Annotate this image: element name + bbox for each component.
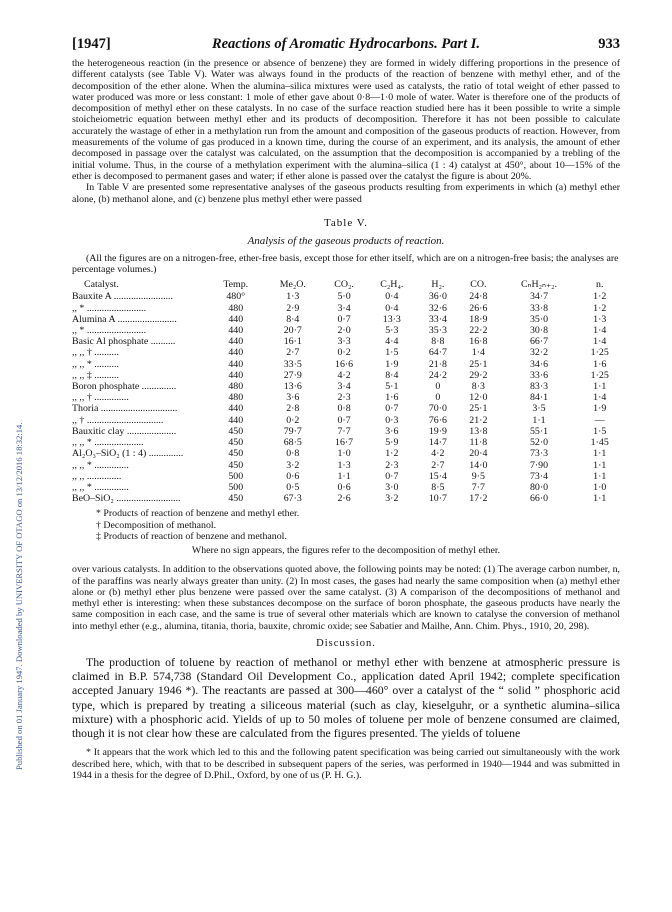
value-cell: 30·8 — [529, 325, 549, 337]
value-cell: 0·4 — [385, 302, 399, 314]
value-cell: 1·5 — [385, 347, 399, 359]
catalyst-cell: ,, ,, * .............. — [72, 481, 129, 493]
catalyst-cell: ,, ,, † .......... — [72, 347, 119, 359]
value-cell: 1·1 — [593, 381, 607, 393]
value-cell: 16·6 — [335, 358, 354, 370]
value-cell: 1·6 — [593, 358, 607, 370]
value-cell: 440 — [228, 325, 244, 337]
value-cell: 1·2 — [593, 291, 607, 303]
value-cell: 2·3 — [385, 459, 399, 471]
value-cell: 17·2 — [469, 493, 488, 505]
value-cell: 33·4 — [428, 313, 447, 325]
value-cell: 32·2 — [529, 347, 549, 359]
col-n: n. — [596, 278, 604, 290]
value-cell: 5·0 — [337, 291, 351, 303]
value-cell: 1·9 — [385, 358, 399, 370]
footnote-dagger: † Decomposition of methanol. — [96, 519, 217, 531]
table-row — [72, 347, 620, 358]
running-header — [72, 36, 620, 58]
value-cell: 8·5 — [431, 481, 445, 493]
col-co2: CO₂. — [334, 278, 354, 290]
value-cell: 0·6 — [337, 481, 351, 493]
value-cell: 500 — [228, 470, 244, 482]
value-cell: 4·2 — [431, 448, 445, 460]
catalyst-cell: Bauxitic clay .................... — [72, 425, 177, 437]
value-cell: 3·0 — [385, 481, 399, 493]
value-cell: 80·0 — [529, 481, 549, 493]
page-footnote: * It appears that the work which led to this and the following patent specification was being carried out simultaneously with the work described here, which, with that to be described in subsequent papers of the series, was performed in 1940—1944 and was submitted in 1944 in a thesis for the degree of D.Phil., Oxford, by one of us (P. H. G.). — [72, 747, 620, 781]
value-cell: 440 — [228, 403, 244, 415]
value-cell: 440 — [228, 336, 244, 348]
value-cell: 0·8 — [286, 448, 300, 460]
table-row — [72, 392, 620, 403]
value-cell: 16·8 — [469, 336, 488, 348]
catalyst-cell: ,, ,, ‡ .......... — [72, 369, 119, 381]
value-cell: 1·6 — [385, 392, 399, 404]
page-number: 933 — [598, 36, 620, 52]
value-cell: 22·2 — [469, 325, 488, 337]
value-cell: 450 — [228, 437, 244, 449]
value-cell: 79·7 — [283, 425, 302, 437]
value-cell: 36·0 — [428, 291, 447, 303]
download-watermark — [2, 130, 24, 770]
value-cell: 8·8 — [431, 336, 445, 348]
value-cell: 3·5 — [532, 403, 546, 415]
value-cell: 440 — [228, 414, 244, 426]
value-cell: 1·2 — [593, 302, 607, 314]
value-cell: 0·6 — [286, 470, 300, 482]
value-cell: 1·45 — [590, 437, 609, 449]
value-cell: 2·9 — [286, 302, 300, 314]
table-row — [72, 482, 620, 493]
table-row — [72, 359, 620, 370]
footnote-star: * Products of reaction of benzene and methyl ether. — [96, 508, 300, 520]
value-cell: 450 — [228, 493, 244, 505]
value-cell: 450 — [228, 448, 244, 460]
discussion-heading: Discussion. — [316, 637, 376, 649]
value-cell: 67·3 — [283, 493, 302, 505]
value-cell: 4·2 — [337, 369, 351, 381]
value-cell: 1·4 — [471, 347, 485, 359]
value-cell: 0·8 — [337, 403, 351, 415]
value-cell: 0·7 — [337, 313, 351, 325]
value-cell: 500 — [228, 481, 244, 493]
journal-page — [72, 36, 620, 781]
value-cell: 5·1 — [385, 381, 399, 393]
header-year: [1947] — [72, 36, 111, 52]
value-cell: 0·2 — [337, 347, 351, 359]
table-row — [72, 336, 620, 347]
catalyst-cell: Boron phosphate .............. — [72, 381, 177, 393]
value-cell: 4·4 — [385, 336, 399, 348]
value-cell: 1·1 — [532, 414, 546, 426]
value-cell: 1·3 — [337, 459, 351, 471]
value-cell: 0·7 — [385, 403, 399, 415]
value-cell: 8·3 — [471, 381, 485, 393]
col-temp: Temp. — [223, 278, 249, 290]
value-cell: 9·5 — [471, 470, 485, 482]
catalyst-cell: Al₂O₃–SiO₂ (1 : 4) .............. — [72, 448, 184, 460]
value-cell: 0·5 — [286, 481, 300, 493]
after-table-paragraph: over various catalysts. In addition to the observations quoted above, the following points may be noted: (1) The average carbon number, n, of the paraffins was nearly always greater than unity. (2) In most cases, the gases had nearly the same composition when (a) methyl ether alone or (b) methyl ether plus benzene were passed over the same catalyst. (3) A comparison of the decompositions of methanol and methyl ether is interesting: when these substances decompose on the surface of boron phosphate, the gaseous products have nearly the same composition in each case, and the same is true of several other materials which are known to catalyse the conversion of methanol into methyl ether (e.g., alumina, titania, thoria, bauxite, chromic oxide; see Sabatier and Mailhe, Ann. Chim. Phys., 1910, 20, 298). — [72, 564, 620, 632]
value-cell: 34·7 — [529, 291, 549, 303]
catalyst-cell: ,, ,, * .......... — [72, 358, 119, 370]
value-cell: 55·1 — [529, 425, 549, 437]
value-cell: 1·9 — [593, 403, 607, 415]
table-row — [72, 448, 620, 459]
value-cell: 15·4 — [428, 470, 447, 482]
value-cell: 480 — [228, 302, 244, 314]
col-h2: H₂. — [431, 278, 445, 290]
value-cell: 480° — [226, 291, 246, 303]
value-cell: 24·8 — [469, 291, 488, 303]
table-footnotes — [72, 508, 620, 542]
value-cell: 33·6 — [529, 369, 549, 381]
col-co: CO. — [470, 278, 487, 290]
table-row — [72, 325, 620, 336]
value-cell: 18·9 — [469, 313, 488, 325]
catalyst-cell: Bauxite A ........................ — [72, 291, 173, 303]
value-cell: 19·9 — [428, 425, 447, 437]
catalyst-cell: ,, ,, * .................... — [72, 437, 144, 449]
value-cell: 3·6 — [286, 392, 300, 404]
value-cell: 1·3 — [593, 313, 607, 325]
value-cell: 440 — [228, 369, 244, 381]
value-cell: 14·0 — [469, 459, 488, 471]
value-cell: 32·6 — [428, 302, 447, 314]
value-cell: 35·3 — [428, 325, 447, 337]
table-row — [72, 471, 620, 482]
value-cell: 1·0 — [593, 481, 607, 493]
value-cell: 1·1 — [593, 459, 607, 471]
value-cell: 5·3 — [385, 325, 399, 337]
value-cell: 0 — [435, 381, 441, 393]
catalyst-cell: Alumina A ........................ — [72, 313, 177, 325]
value-cell: 1·1 — [337, 470, 351, 482]
value-cell: 26·6 — [469, 302, 488, 314]
footnote-double-dagger: ‡ Products of reaction of benzene and methanol. — [96, 530, 287, 542]
value-cell: 2·6 — [337, 493, 351, 505]
where-note: Where no sign appears, the figures refer to the decomposition of methyl ether. — [191, 545, 501, 557]
value-cell: 0·7 — [385, 470, 399, 482]
value-cell: 5·9 — [385, 437, 399, 449]
value-cell: 0·2 — [286, 414, 300, 426]
value-cell: 21·2 — [469, 414, 488, 426]
table-label: Table V. — [323, 216, 369, 229]
value-cell: 70·0 — [428, 403, 447, 415]
catalyst-cell: ,, ,, * .............. — [72, 459, 129, 471]
value-cell: 1·4 — [593, 336, 607, 348]
catalyst-cell: BeO–SiO₂ .......................... — [72, 493, 181, 505]
catalyst-cell: Basic Al phosphate .......... — [72, 336, 176, 348]
value-cell: 25·1 — [469, 403, 488, 415]
header-title: Reactions of Aromatic Hydrocarbons. Part I. — [211, 36, 481, 52]
value-cell: 16·7 — [335, 437, 354, 449]
col-c2h4: C₂H₄. — [380, 278, 404, 290]
value-cell: 52·0 — [529, 437, 549, 449]
value-cell: 8·4 — [385, 369, 399, 381]
table-intro-paragraph: In Table V are presented some representative analyses of the gaseous products resulting from experiments in which (a) methyl ether alone, (b) methanol alone, and (c) benzene plus methyl ether were passed — [72, 182, 620, 205]
table-row — [72, 381, 620, 392]
value-cell: 3·3 — [337, 336, 351, 348]
value-cell: 0 — [435, 392, 441, 404]
table-row — [72, 314, 620, 325]
intro-paragraph: the heterogeneous reaction (in the presence or absence of benzene) they are formed in widely differing proportions in the presence of different catalysts (see Table V). Water was always found in the products of the reaction of benzene with methyl ether, and of the decomposition of the ether alone. When the alumina–silica mixtures were used as catalysts, the ratio of total weight of ether passed to water produced was more or less constant: 1 mole of ether gave about 0·8—1·0 mole of water. Water is therefore one of the products of decomposition of methyl ether on these catalysts. In no case of the surface reaction studied here has it been possible to write a simple stoicheiometric equation between methyl ether and its products of decomposition. Therefore it has not been possible to calculate accurately the wastage of ether in a methylation run from the amount and composition of the gaseous products of reaction. However, from measurements of the volume of gas produced in a known time, during the course of an experiment, and its analysis, the amount of ether decomposed in passage over the catalyst was calculated, on the assumption that the decomposition is accompanied by a trebling of the initial volume. Thus, in the course of a methylation experiment with the alumina–silica (1 : 4) catalyst at 450°, about 10—15% of the ether is decomposed to permanent gases and water; if ether alone is passed over the catalyst the figure is about 20%. — [72, 58, 620, 182]
value-cell: 33·5 — [283, 358, 302, 370]
value-cell: 1·1 — [593, 470, 607, 482]
value-cell: 1·25 — [590, 369, 609, 381]
table-row — [72, 415, 620, 426]
value-cell: 3·6 — [385, 425, 399, 437]
value-cell: 1·1 — [593, 493, 607, 505]
value-cell: 1·4 — [593, 325, 607, 337]
value-cell: — — [594, 414, 605, 426]
table-row — [72, 370, 620, 381]
value-cell: 2·0 — [337, 325, 351, 337]
value-cell: 73·3 — [529, 448, 549, 460]
catalyst-cell: ,, * ........................ — [72, 325, 147, 337]
watermark-text: Published on 01 January 1947. Downloaded by UNIVERSITY OF OTAGO on 13/12/2016 18:32:14. — [14, 422, 24, 770]
value-cell: 2·7 — [286, 347, 300, 359]
analysis-table — [72, 277, 620, 504]
value-cell: 3·2 — [385, 493, 399, 505]
table-row — [72, 437, 620, 448]
value-cell: 0·7 — [337, 414, 351, 426]
table-row — [72, 403, 620, 414]
value-cell: 480 — [228, 392, 244, 404]
value-cell: 35·0 — [529, 313, 549, 325]
value-cell: 68·5 — [283, 437, 302, 449]
discussion-paragraph: The production of toluene by reaction of methanol or methyl ether with benzene at atmospheric pressure is claimed in B.P. 574,738 (Standard Oil Development Co., application dated April 1942; complete specification accepted January 1946 *). The reactants are passed at 300—460° over a catalyst of the “ solid ” phosphoric acid type, which is prepared by treating a siliceous material (such as clay, kieselguhr, or a synthetic alumina–silica mixture) with a phosphoric acid. Yields of up to 50 moles of toluene per mole of benzene consumed are claimed, though it is not clear how these are calculated from the figures presented. The yields of toluene — [72, 654, 620, 740]
value-cell: 16·1 — [283, 336, 302, 348]
value-cell: 25·1 — [469, 358, 488, 370]
table-row — [72, 303, 620, 314]
value-cell: 11·8 — [469, 437, 488, 449]
value-cell: 440 — [228, 313, 244, 325]
value-cell: 34·6 — [529, 358, 549, 370]
catalyst-cell: Thoria ............................... — [72, 403, 178, 415]
value-cell: 2·8 — [286, 403, 300, 415]
value-cell: 13·3 — [382, 313, 401, 325]
catalyst-cell: ,, ,, .............. — [72, 470, 122, 482]
value-cell: 3·4 — [337, 381, 351, 393]
value-cell: 83·3 — [529, 381, 549, 393]
value-cell: 84·1 — [529, 392, 549, 404]
value-cell: 27·9 — [283, 369, 302, 381]
value-cell: 13·8 — [469, 425, 488, 437]
value-cell: 2·7 — [431, 459, 445, 471]
value-cell: 480 — [228, 381, 244, 393]
value-cell: 2·3 — [337, 392, 351, 404]
value-cell: 73·4 — [529, 470, 549, 482]
value-cell: 10·7 — [428, 493, 447, 505]
value-cell: 440 — [228, 347, 244, 359]
table-header-row — [72, 277, 620, 291]
value-cell: 1·3 — [286, 291, 300, 303]
value-cell: 450 — [228, 459, 244, 471]
value-cell: 8·4 — [286, 313, 300, 325]
value-cell: 1·1 — [593, 448, 607, 460]
value-cell: 29·2 — [469, 369, 488, 381]
catalyst-cell: ,, † ............................... — [72, 414, 164, 426]
value-cell: 0·4 — [385, 291, 399, 303]
value-cell: 7·90 — [529, 459, 549, 471]
value-cell: 0·3 — [385, 414, 399, 426]
value-cell: 3·4 — [337, 302, 351, 314]
value-cell: 1·25 — [590, 347, 609, 359]
value-cell: 1·2 — [385, 448, 399, 460]
value-cell: 20·4 — [469, 448, 488, 460]
value-cell: 1·0 — [337, 448, 351, 460]
table-caption: Analysis of the gaseous products of reaction. — [247, 234, 445, 247]
catalyst-cell: ,, ,, † .............. — [72, 392, 129, 404]
col-me2o: Me₂O. — [279, 278, 306, 290]
value-cell: 1·5 — [593, 425, 607, 437]
value-cell: 7·7 — [337, 425, 351, 437]
value-cell: 24·2 — [428, 369, 447, 381]
value-cell: 20·7 — [283, 325, 302, 337]
value-cell: 3·2 — [286, 459, 300, 471]
value-cell: 64·7 — [428, 347, 447, 359]
col-catalyst: Catalyst. — [84, 278, 119, 290]
value-cell: 1·4 — [593, 392, 607, 404]
value-cell: 14·7 — [428, 437, 447, 449]
value-cell: 450 — [228, 425, 244, 437]
value-cell: 12·0 — [469, 392, 488, 404]
value-cell: 66·0 — [529, 493, 549, 505]
value-cell: 66·7 — [529, 336, 549, 348]
value-cell: 13·6 — [283, 381, 302, 393]
table-row — [72, 460, 620, 471]
value-cell: 7·7 — [471, 481, 485, 493]
table-note: (All the figures are on a nitrogen-free, ether-free basis, except those for ether itself, which are on a nitrogen-free basis; the analyses are percentage volumes.) — [72, 252, 619, 276]
table-row — [72, 426, 620, 437]
table-row — [72, 291, 620, 302]
catalyst-cell: ,, * ........................ — [72, 302, 147, 314]
value-cell: 440 — [228, 358, 244, 370]
value-cell: 76·6 — [428, 414, 447, 426]
table-row — [72, 493, 620, 504]
col-paraffin: CₙH₂ₙ₊₂. — [520, 278, 558, 290]
value-cell: 21·8 — [428, 358, 447, 370]
value-cell: 33·8 — [529, 302, 549, 314]
